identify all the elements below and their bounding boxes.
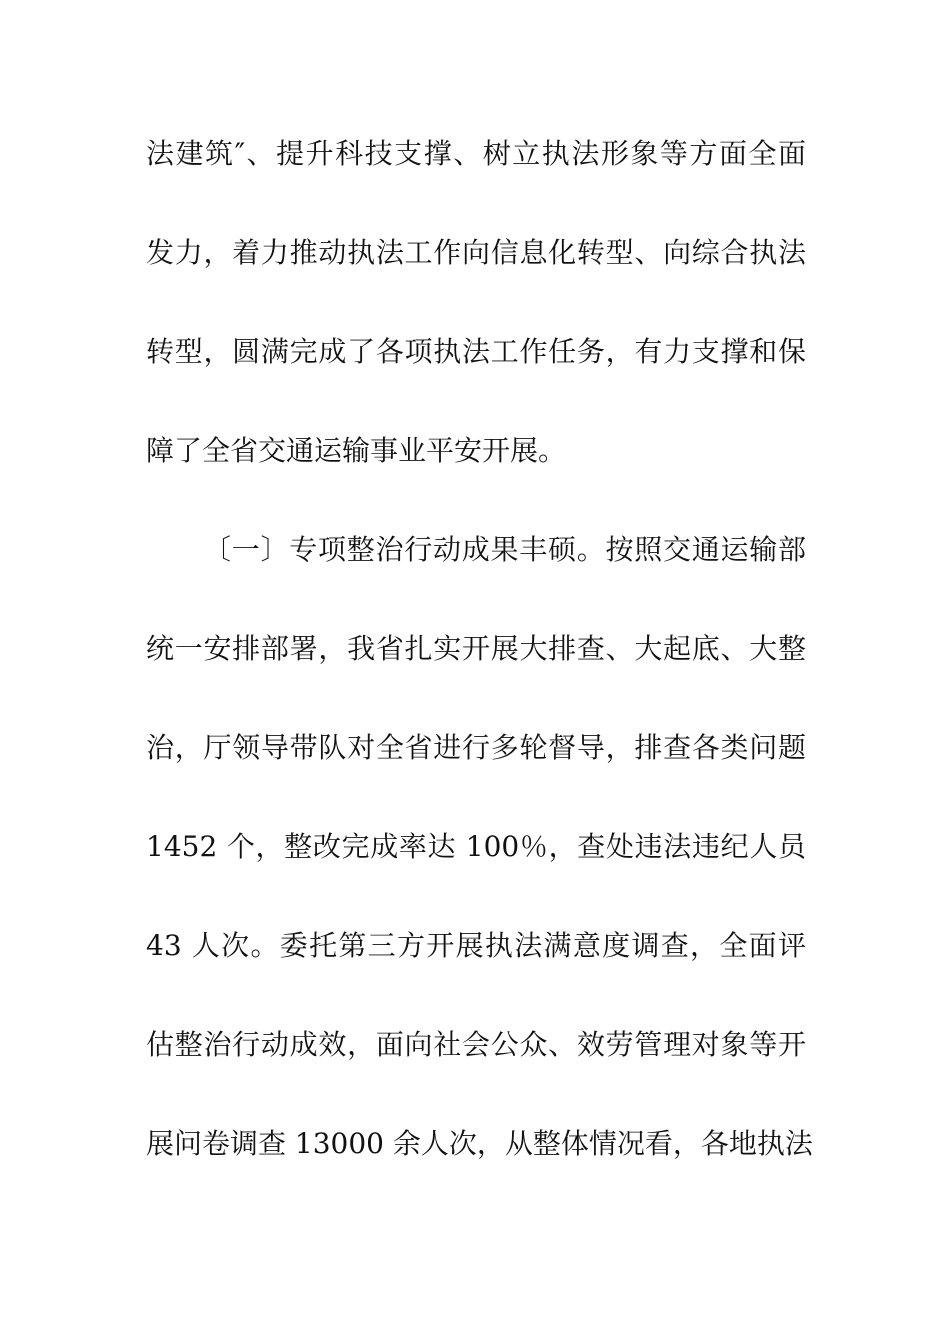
paragraph-line: 展问卷调查 13000 余人次，从整体情况看，各地执法 [146,1127,813,1160]
section-heading-line: 〔一〕专项整治行动成果丰硕。按照交通运输部 [203,533,806,566]
paragraph-line: 统一安排部署，我省扎实开展大排查、大起底、大整 [146,632,806,665]
paragraph-line: 法建筑″、提升科技支撑、树立执法形象等方面全面 [146,137,806,170]
paragraph-line: 治，厅领导带队对全省进行多轮督导，排查各类问题 [146,731,806,764]
paragraph-line: 转型，圆满完成了各项执法工作任务，有力支撑和保 [146,335,806,368]
paragraph-line: 估整治行动成效，面向社会公众、效劳管理对象等开 [146,1028,806,1061]
paragraph-line: 1452 个，整改完成率达 100％，查处违法违纪人员 [146,830,806,863]
paragraph-line: 43 人次。委托第三方开展执法满意度调查，全面评 [146,929,806,962]
paragraph-line: 发力，着力推动执法工作向信息化转型、向综合执法 [146,236,806,269]
paragraph-line: 障了全省交通运输事业平安开展。 [146,434,567,467]
